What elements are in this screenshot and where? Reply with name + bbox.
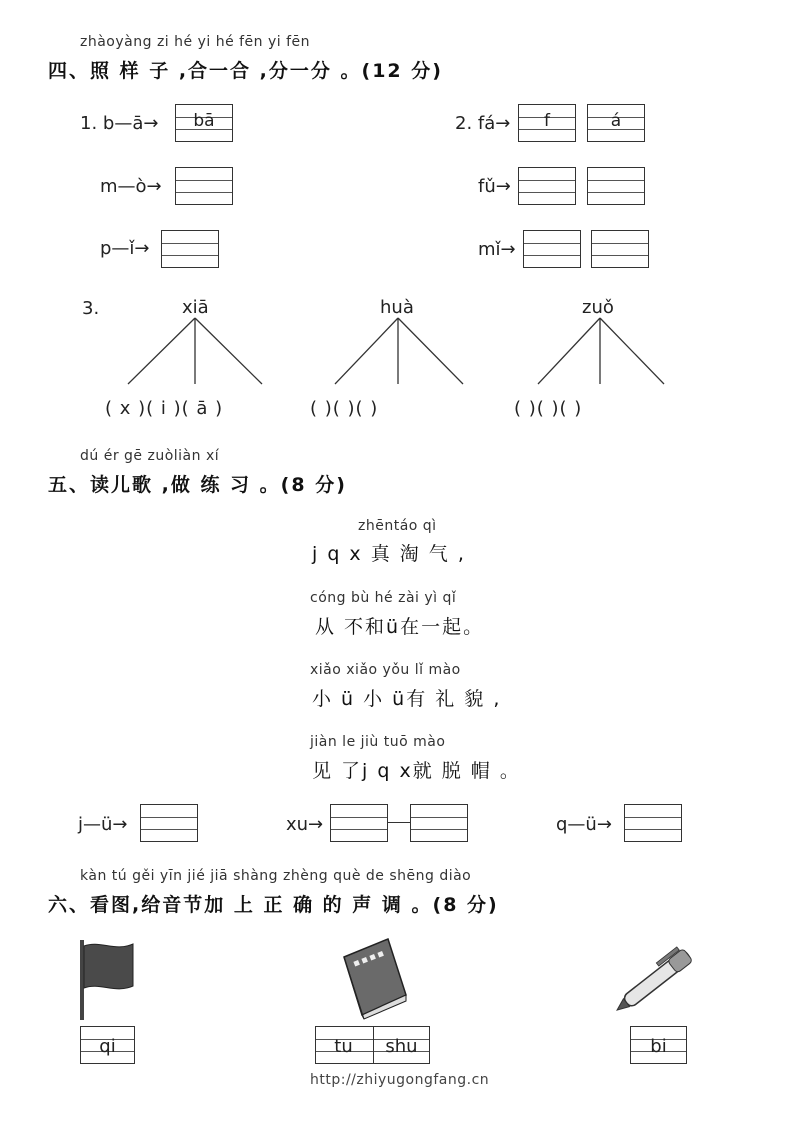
section6-pinyin: kàn tú gěi yīn jié jiā shàng zhèng què de shēng diào [80,868,472,884]
exercise-box-c[interactable] [624,804,682,842]
flag-syllable: qi [99,1036,116,1057]
exercise-box-b1[interactable] [330,804,388,842]
pen-icon [606,935,716,1020]
footer-url[interactable]: http://zhiyugongfang.cn [310,1072,490,1088]
poem-line3-pinyin: xiǎo xiǎo yǒu lǐ mào [310,662,461,678]
q1-row2-label: m—ò→ [100,176,162,197]
poem-line4-pinyin: jiàn le jiù tuō mào [310,734,446,750]
exercise-connector [388,822,410,823]
section4-pinyin: zhàoyàng zi hé yi hé fēn yi fēn [80,34,311,50]
q3-parens-3[interactable]: ( )( )( ) [514,398,583,419]
poem-line1-pinyin: zhēntáo qì [358,518,437,534]
exercise-label-c: q—ü→ [556,814,612,835]
q1-row1-label: 1. b—ā→ [80,113,159,134]
poem-line4-text: 见 了j q x就 脱 帽 。 [312,760,521,782]
book-syllable-2: shu [385,1036,418,1057]
q3-parens-2[interactable]: ( )( )( ) [310,398,379,419]
q1-row3-label: p—ǐ→ [100,238,150,259]
q3-syllable-2: huà [380,297,414,318]
flag-icon [75,938,140,1023]
poem-line3-text: 小 ü 小 ü有 礼 貌 , [312,688,502,710]
section5-title: 五、读儿歌 ,做 练 习 。(8 分) [48,474,347,496]
exercise-box-b2[interactable] [410,804,468,842]
q2-row1-answer-b: á [610,111,622,131]
exercise-box-a[interactable] [140,804,198,842]
book-icon [336,935,411,1020]
q3-parens-1[interactable]: ( x )( i )( ā ) [105,398,224,419]
book-syllable-1: tu [334,1036,353,1057]
q2-row2-label: fǔ→ [478,176,511,197]
section6-title: 六、看图,给音节加 上 正 确 的 声 调 。(8 分) [48,894,499,916]
q3-number: 3. [82,298,100,319]
pen-pinyin-box[interactable] [630,1026,687,1064]
q2-row1-answer-a: f [544,111,550,131]
flag-pinyin-box[interactable] [80,1026,135,1064]
exercise-label-b: xu→ [286,814,324,835]
q3-syllable-1: xiā [182,297,209,318]
q3-split-lines [0,0,803,420]
poem-line1-text: j q x 真 淘 气 , [312,543,466,565]
exercise-label-a: j—ü→ [78,814,128,835]
q3-syllable-3: zuǒ [582,297,614,318]
section5-pinyin: dú ér gē zuòliàn xí [80,448,220,464]
q1-row1-answer: bā [193,111,215,131]
section4-title: 四、照 样 子 ,合一合 ,分一分 。(12 分) [48,60,443,82]
pen-syllable: bi [650,1036,667,1057]
poem-line2-text: 从 不和ü在一起。 [315,616,485,638]
book-pinyin-box[interactable] [315,1026,430,1064]
poem-line2-pinyin: cóng bù hé zài yì qǐ [310,590,457,606]
q2-row1-label: 2. fá→ [455,113,511,134]
q2-row3-label: mǐ→ [478,239,516,260]
